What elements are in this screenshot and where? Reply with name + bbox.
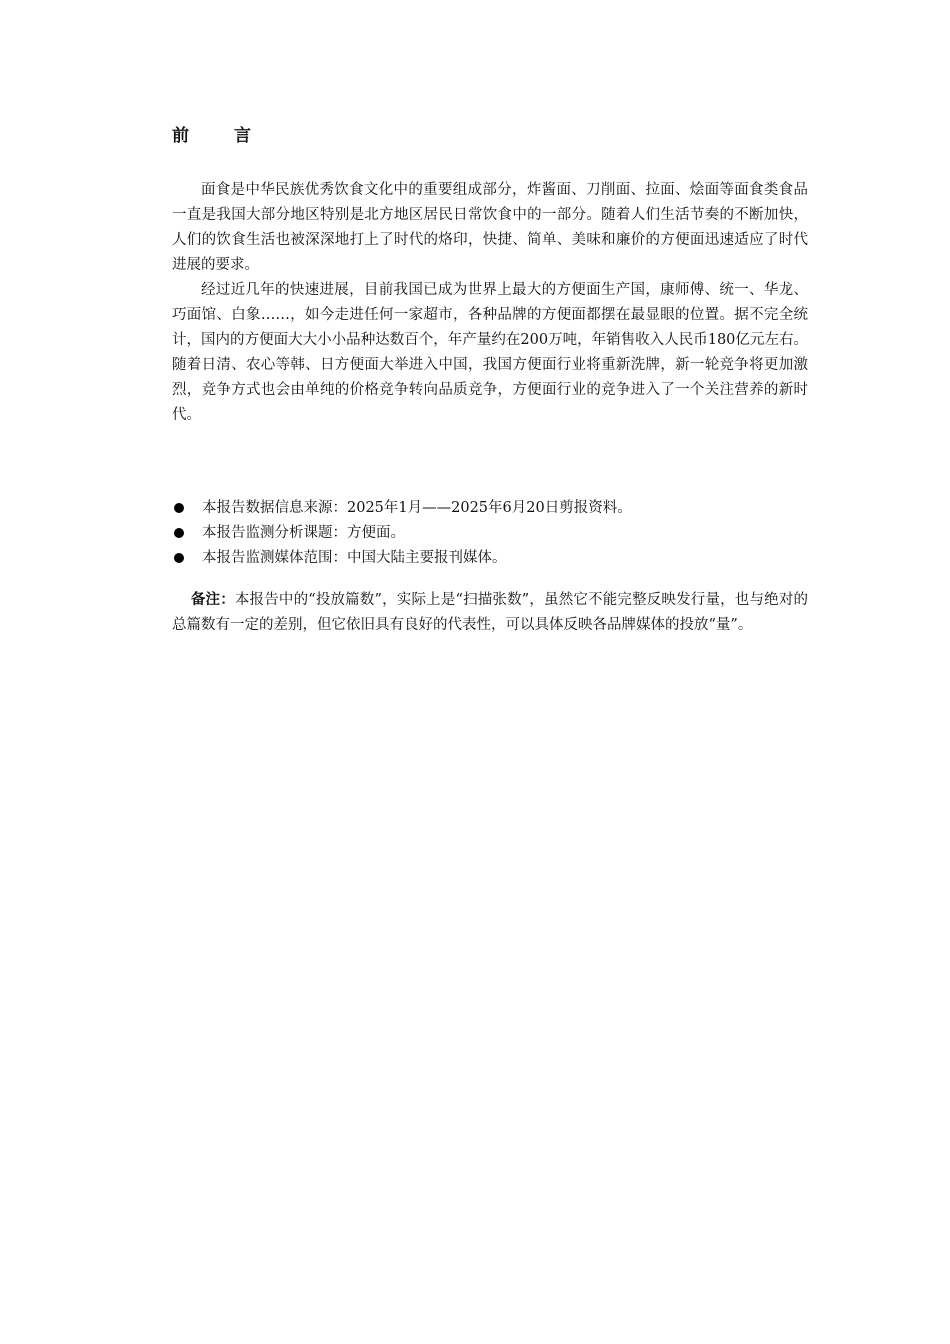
report-info-list <box>172 496 808 571</box>
list-item-data-source <box>172 496 808 521</box>
bullet-icon <box>174 528 184 538</box>
list-item-topic <box>172 521 808 546</box>
note-paragraph <box>172 587 808 638</box>
note-label: 备注： <box>190 591 235 608</box>
document-page <box>172 120 808 653</box>
page-title: 前 言 <box>172 126 265 146</box>
bullet-icon <box>174 503 184 513</box>
note-text: 本报告中的“投放篇数”，实际上是“扫描张数”，虽然它不能完整反映发行量，也与绝对的总篇数有一定的差别，但它依旧具有良好的代表性，可以具体反映各品牌媒体的投放“量”。 <box>172 592 808 633</box>
bullet-icon <box>174 553 184 563</box>
intro-paragraph-2: 经过近几年的快速进展，目前我国已成为世界上最大的方便面生产国，康师傅、统一、华龙、巧面馆、白象……，如今走进任何一家超市，各种品牌的方便面都摆在最显眼的位置。据不完全统计，国内的方便面大大小小品种达数百个，年产量约在200万吨，年销售收入人民币180亿元左右。随着日清、农心等韩、日方便面大举进入中国，我国方便面行业将重新洗牌，新一轮竞争将更加激烈，竞争方式也会由单纯的价格竞争转向品质竞争，方便面行业的竞争进入了一个关注营养的新时代。 <box>172 282 808 423</box>
list-item-media-scope <box>172 546 808 571</box>
intro-section <box>172 178 808 428</box>
intro-paragraph-1: 面食是中华民族优秀饮食文化中的重要组成部分，炸酱面、刀削面、拉面、烩面等面食类食品一直是我国大部分地区特别是北方地区居民日常饮食中的一部分。随着人们生活节奏的不断加快，人们的饮食生活也被深深地打上了时代的烙印，快捷、简单、美味和廉价的方便面迅速适应了时代进展的要求。 <box>172 182 808 273</box>
list-item-text: 本报告监测分析课题：方便面。 <box>202 525 405 541</box>
list-item-text: 本报告数据信息来源：2025年1月——2025年6月20日剪报资料。 <box>202 500 632 516</box>
list-item-text: 本报告监测媒体范围：中国大陆主要报刊媒体。 <box>202 550 507 566</box>
